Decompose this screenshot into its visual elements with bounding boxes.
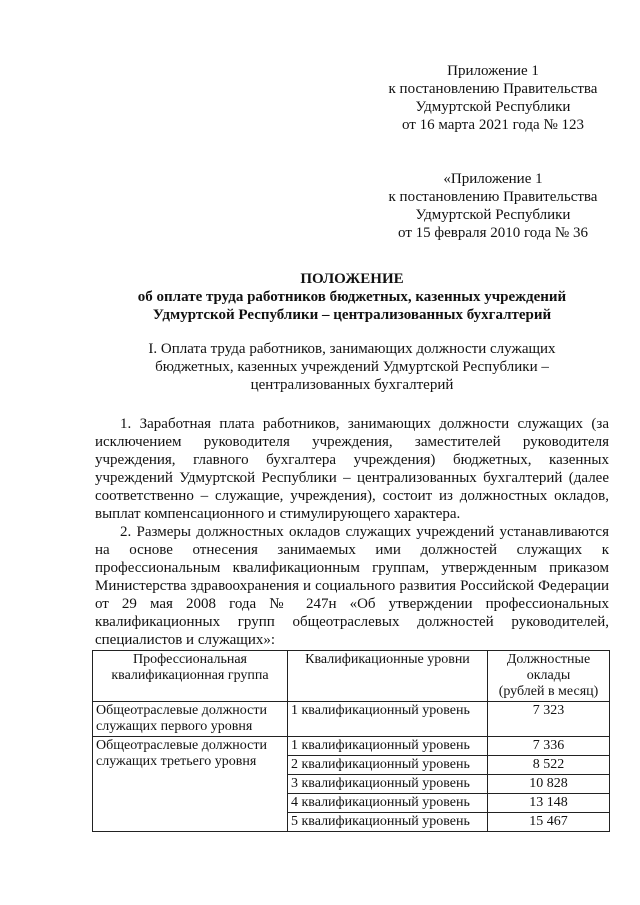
paragraph-2-line: от 29 мая 2008 года № 247н «Об утверждении профессиональных (95, 596, 609, 612)
table-row (93, 737, 610, 756)
appendix-line: Приложение 1 (447, 63, 539, 79)
salary-table (92, 650, 610, 832)
paragraph-1-line: учреждения, главного бухгалтера учреждения) бюджетных, казенных (95, 452, 609, 468)
paragraph-2-line: профессиональным квалификационным группам, утвержденным приказом (95, 560, 609, 576)
salary-cell: 15 467 (488, 813, 610, 832)
table-row (93, 702, 610, 737)
appendix-line: Удмуртской Республики (415, 99, 571, 115)
section-line: I. Оплата труда работников, занимающих должности служащих (148, 341, 556, 357)
group-name: Общеотраслевые должности служащих первого уровня (93, 702, 288, 737)
appendix-line: от 15 февраля 2010 года № 36 (398, 225, 588, 241)
appendix-line: Удмуртской Республики (415, 207, 571, 223)
title-line: об оплате труда работников бюджетных, казенных учреждений (137, 289, 567, 305)
title-heading: ПОЛОЖЕНИЕ (300, 271, 404, 287)
header-salary (488, 651, 610, 702)
paragraph-2-line: на основе отнесения занимаемых ими должностей служащих к (95, 542, 609, 558)
header-group: Профессиональная квалификационная группа (93, 651, 288, 702)
header-salary-line: (рублей в месяц) (498, 684, 599, 699)
paragraph-1-line: соответственно – служащие, учреждения), состоит из должностных окладов, (95, 488, 609, 504)
salary-cell: 10 828 (488, 775, 610, 794)
section-line: централизованных бухгалтерий (250, 377, 454, 393)
salary-cell: 13 148 (488, 794, 610, 813)
appendix-line: «Приложение 1 (443, 171, 543, 187)
paragraph-1-line: выплат компенсационного и стимулирующего характера. (95, 506, 461, 522)
level-cell: 4 квалификационный уровень (288, 794, 488, 813)
paragraph-2-line: специалистов и служащих»: (95, 632, 276, 648)
level-cell: 1 квалификационный уровень (288, 702, 488, 737)
header-salary-line: оклады (526, 668, 571, 683)
document-title (95, 270, 609, 324)
section-line: бюджетных, казенных учреждений Удмуртской Республики – (155, 359, 549, 375)
level-cell: 5 квалификационный уровень (288, 813, 488, 832)
paragraph-1-line: учреждений Удмуртской Республики – централизованных бухгалтерий (далее (95, 470, 609, 486)
level-cell: 2 квалификационный уровень (288, 756, 488, 775)
paragraph-1-line: 1. Заработная плата работников, занимающих должности служащих (за (120, 416, 609, 432)
paragraph-1-line: исключением руководителя учреждения, заместителей руководителя (95, 434, 609, 450)
salary-cell: 8 522 (488, 756, 610, 775)
header-salary-line: Должностные (506, 652, 591, 667)
paragraph-2-line: квалификационных групп общеотраслевых должностей руководителей, (95, 614, 609, 630)
appendix-line: к постановлению Правительства (388, 81, 598, 97)
salary-cell: 7 323 (488, 702, 610, 737)
paragraph-2-line: Министерства здравоохранения и социального развития Российской Федерации (95, 578, 609, 594)
salary-cell: 7 336 (488, 737, 610, 756)
group-name: Общеотраслевые должности служащих третьего уровня (93, 737, 288, 832)
level-cell: 1 квалификационный уровень (288, 737, 488, 756)
section-heading (95, 340, 609, 394)
header-level: Квалификационные уровни (288, 651, 488, 702)
paragraph-2-line: 2. Размеры должностных окладов служащих учреждений устанавливаются (120, 524, 609, 540)
title-line: Удмуртской Республики – централизованных бухгалтерий (152, 307, 552, 323)
appendix-line: к постановлению Правительства (388, 189, 598, 205)
appendix-line: от 16 марта 2021 года № 123 (401, 117, 585, 133)
appendix-header-current (380, 62, 606, 134)
level-cell: 3 квалификационный уровень (288, 775, 488, 794)
appendix-header-original (380, 170, 606, 242)
table-header-row (93, 651, 610, 702)
